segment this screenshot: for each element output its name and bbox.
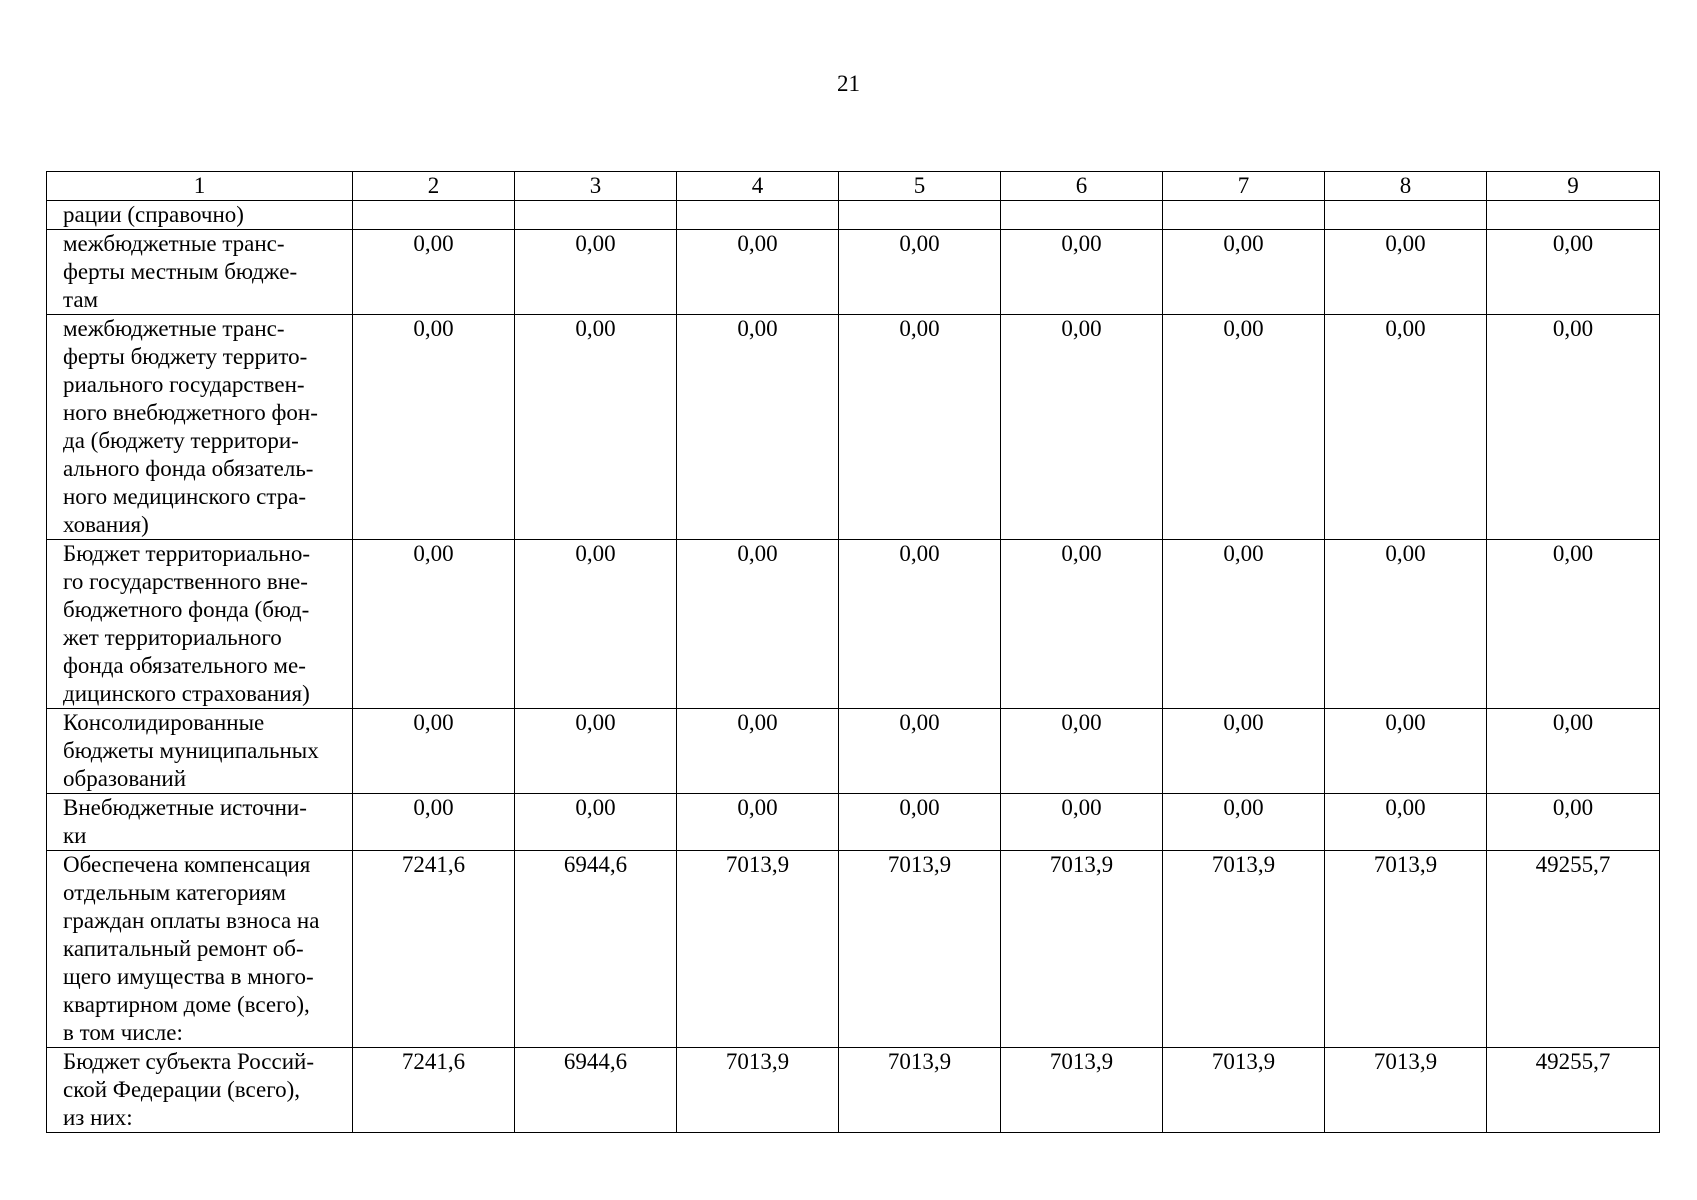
table-row <box>47 851 1660 1048</box>
table-row <box>47 230 1660 315</box>
value-cell: 7013,9 <box>839 1048 1001 1133</box>
row-label: Консолидированные бюджеты муниципальных образований <box>47 709 353 794</box>
value-cell: 6944,6 <box>515 851 677 1048</box>
table-row <box>47 540 1660 709</box>
value-cell <box>1163 201 1325 230</box>
row-label: Внебюджетные источни- ки <box>47 794 353 851</box>
value-cell: 7241,6 <box>353 1048 515 1133</box>
value-cell: 0,00 <box>1001 794 1163 851</box>
row-label: Бюджет территориально- го государственного вне- бюджетного фонда (бюд- жет территориального фонда обязательного ме- дицинского страхования) <box>47 540 353 709</box>
value-cell <box>1325 201 1487 230</box>
value-cell: 0,00 <box>515 709 677 794</box>
table-row <box>47 794 1660 851</box>
value-cell <box>1487 201 1660 230</box>
value-cell <box>839 201 1001 230</box>
value-cell: 0,00 <box>677 540 839 709</box>
value-cell: 0,00 <box>353 540 515 709</box>
budget-table <box>46 171 1660 1133</box>
value-cell: 0,00 <box>515 315 677 540</box>
column-header: 5 <box>839 172 1001 201</box>
value-cell: 0,00 <box>677 709 839 794</box>
value-cell: 0,00 <box>839 709 1001 794</box>
row-label: Бюджет субъекта Россий- ской Федерации (всего), из них: <box>47 1048 353 1133</box>
value-cell: 0,00 <box>353 709 515 794</box>
value-cell: 0,00 <box>1487 540 1660 709</box>
value-cell: 0,00 <box>1325 794 1487 851</box>
value-cell: 0,00 <box>1487 230 1660 315</box>
value-cell: 6944,6 <box>515 1048 677 1133</box>
column-header: 9 <box>1487 172 1660 201</box>
value-cell: 0,00 <box>677 230 839 315</box>
value-cell: 0,00 <box>515 794 677 851</box>
row-label: рации (справочно) <box>47 201 353 230</box>
value-cell: 7013,9 <box>839 851 1001 1048</box>
column-header: 3 <box>515 172 677 201</box>
value-cell: 7013,9 <box>1163 851 1325 1048</box>
value-cell: 7241,6 <box>353 851 515 1048</box>
value-cell: 0,00 <box>1001 709 1163 794</box>
table-header-row <box>47 172 1660 201</box>
value-cell <box>1001 201 1163 230</box>
value-cell: 0,00 <box>1325 540 1487 709</box>
value-cell: 0,00 <box>1325 230 1487 315</box>
value-cell <box>353 201 515 230</box>
row-label: Обеспечена компенсация отдельным категориям граждан оплаты взноса на капитальный ремонт об- щего имущества в много- квартирном доме (всего), в том числе: <box>47 851 353 1048</box>
column-header: 6 <box>1001 172 1163 201</box>
value-cell: 0,00 <box>1163 794 1325 851</box>
value-cell: 0,00 <box>839 540 1001 709</box>
value-cell: 7013,9 <box>677 1048 839 1133</box>
row-label: межбюджетные транс- ферты бюджету террито- риального государствен- ного внебюджетного фон- да (бюджету территори- ального фонда обязатель- ного медицинского стра- хования) <box>47 315 353 540</box>
row-label: межбюджетные транс- ферты местным бюдже- там <box>47 230 353 315</box>
value-cell: 0,00 <box>839 794 1001 851</box>
value-cell: 7013,9 <box>1001 1048 1163 1133</box>
value-cell: 0,00 <box>1001 315 1163 540</box>
value-cell: 7013,9 <box>1001 851 1163 1048</box>
value-cell: 0,00 <box>839 230 1001 315</box>
value-cell: 0,00 <box>1487 709 1660 794</box>
value-cell: 49255,7 <box>1487 851 1660 1048</box>
value-cell: 0,00 <box>1001 540 1163 709</box>
value-cell: 7013,9 <box>1325 1048 1487 1133</box>
table-row <box>47 315 1660 540</box>
value-cell: 7013,9 <box>1325 851 1487 1048</box>
value-cell: 0,00 <box>515 230 677 315</box>
page-number: 21 <box>837 71 860 96</box>
value-cell: 0,00 <box>677 315 839 540</box>
value-cell: 0,00 <box>1487 315 1660 540</box>
table-row <box>47 1048 1660 1133</box>
value-cell: 0,00 <box>1163 315 1325 540</box>
value-cell <box>677 201 839 230</box>
value-cell: 0,00 <box>1325 315 1487 540</box>
column-header: 1 <box>47 172 353 201</box>
column-header: 7 <box>1163 172 1325 201</box>
value-cell: 0,00 <box>1487 794 1660 851</box>
value-cell <box>515 201 677 230</box>
value-cell: 0,00 <box>1163 540 1325 709</box>
value-cell: 0,00 <box>515 540 677 709</box>
value-cell: 7013,9 <box>1163 1048 1325 1133</box>
value-cell: 0,00 <box>1001 230 1163 315</box>
value-cell: 0,00 <box>677 794 839 851</box>
value-cell: 0,00 <box>839 315 1001 540</box>
table-row <box>47 709 1660 794</box>
column-header: 4 <box>677 172 839 201</box>
value-cell: 0,00 <box>353 315 515 540</box>
value-cell: 7013,9 <box>677 851 839 1048</box>
value-cell: 0,00 <box>1163 709 1325 794</box>
value-cell: 0,00 <box>1325 709 1487 794</box>
column-header: 2 <box>353 172 515 201</box>
value-cell: 0,00 <box>1163 230 1325 315</box>
column-header: 8 <box>1325 172 1487 201</box>
value-cell: 0,00 <box>353 230 515 315</box>
value-cell: 49255,7 <box>1487 1048 1660 1133</box>
value-cell: 0,00 <box>353 794 515 851</box>
table-row <box>47 201 1660 230</box>
